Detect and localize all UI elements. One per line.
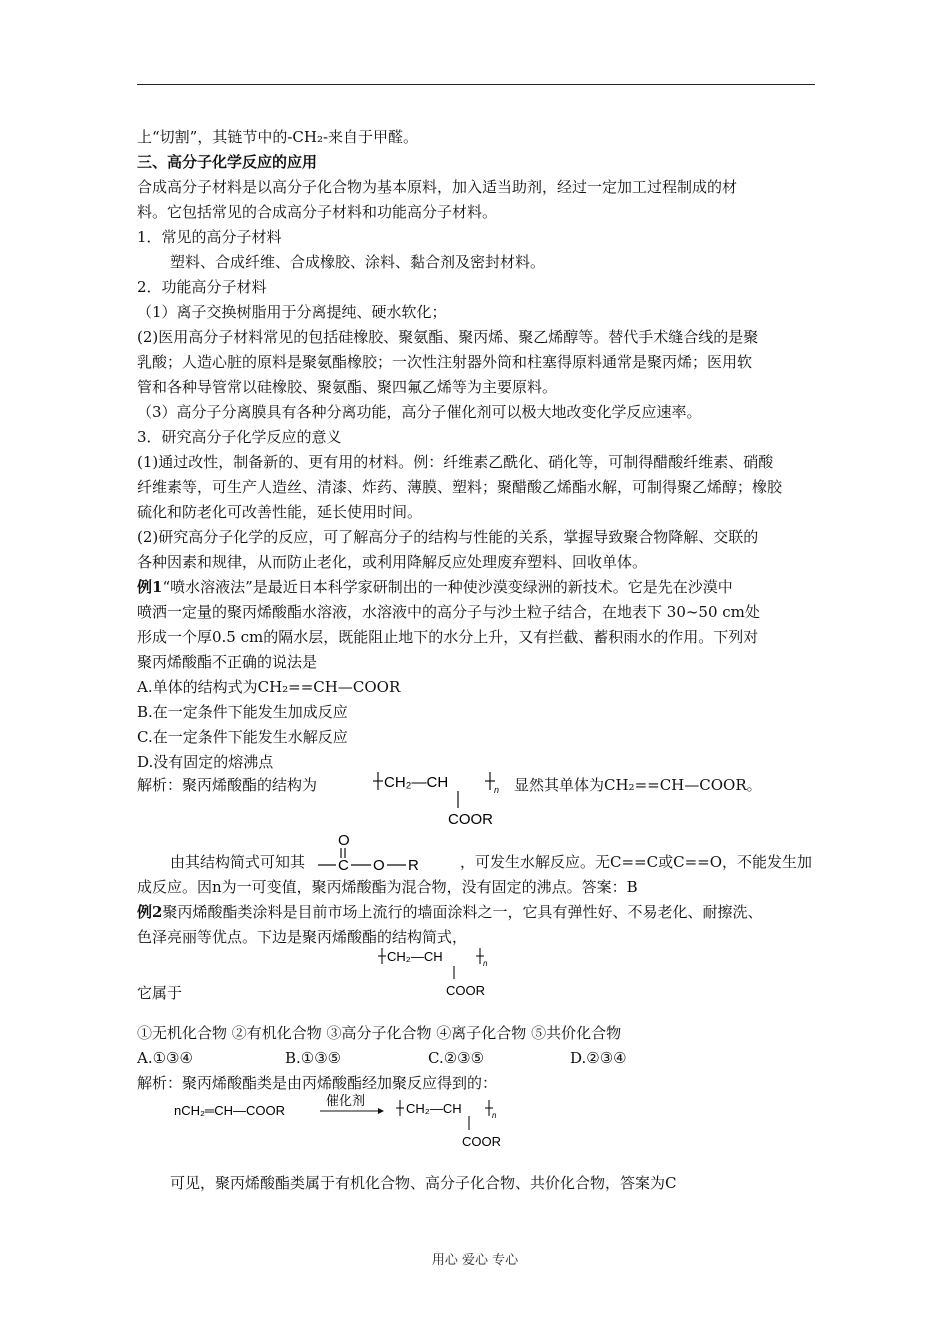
text-line: (1)通过改性，制备新的、更有用的材料。例：纤维素乙酰化、硝化等，可制得醋酸纤维素、硝酸 (137, 453, 774, 471)
option-2d: D.②③④ (570, 1049, 627, 1067)
text-line: (2)医用高分子材料常见的包括硅橡胶、聚氨酯、聚丙烯、聚乙烯醇等。替代手术缝合线的是聚 (137, 328, 759, 346)
subheading: 1．常见的高分子材料 (137, 228, 282, 246)
text-line: 形成一个厚0.5 cm的隔水层，既能阻止地下的水分上升，又有拦截、蓄积雨水的作用。下列对 (137, 628, 759, 646)
option-d: D.没有固定的熔沸点 (137, 753, 274, 771)
ester-oxygen-top: O (338, 832, 350, 849)
option-2c: C.②③⑤ (428, 1049, 485, 1067)
example-label: 例1 (137, 578, 163, 596)
text-line: 它属于 (137, 984, 183, 1002)
example-text: 聚丙烯酸酯类涂料是目前市场上流行的墙面涂料之一，它具有弹性好、不易老化、耐擦洗、 (162, 903, 763, 921)
section-heading: 三、高分子化学反应的应用 (137, 153, 318, 171)
option-b: B.在一定条件下能发生加成反应 (137, 703, 348, 721)
product-n: n (492, 1111, 497, 1120)
text-line: 聚丙烯酸酯不正确的说法是 (137, 653, 318, 671)
ester-oxygen: O (373, 857, 385, 872)
analysis-1-ester: 由其结构简式可知其 (170, 853, 306, 871)
analysis-1-monomer: 显然其单体为CH₂==CH—COOR。 (514, 776, 762, 794)
page-footer: 用心 爱心 专心 (431, 1253, 519, 1268)
ester-r-group: R (408, 857, 419, 872)
subheading: 3．研究高分子化学反应的意义 (137, 428, 342, 446)
formula-sub: COOR (446, 983, 485, 998)
analysis-1-answer: 成反应。因n为一可变值，聚丙烯酸酯为混合物，没有固定的沸点。答案：B (137, 878, 638, 896)
text-line: 纤维素等，可生产人造丝、清漆、炸药、薄膜、塑料；聚醋酸乙烯酯水解，可制得聚乙烯醇；橡胶 (137, 478, 783, 496)
product-sub: COOR (462, 1134, 501, 1149)
choice-list: ①无机化合物 ②有机化合物 ③高分子化合物 ④离子化合物 ⑤共价化合物 (137, 1024, 622, 1042)
product-main: CH₂—CH (406, 1101, 462, 1116)
formula-n: n (494, 785, 500, 795)
formula-main: CH₂—CH (384, 774, 449, 791)
example-text: “喷水溶液法”是最近日本科学家研制出的一种使沙漠变绿洲的新技术。它是先在沙漠中 (162, 578, 733, 596)
text-line: 管和各种导管常以硅橡胶、聚氨酯、聚四氟乙烯等为主要原料。 (137, 378, 558, 396)
example-1-intro (137, 577, 733, 597)
subheading: 2．功能高分子材料 (137, 278, 267, 296)
text-line: 色泽亮丽等优点。下边是聚丙烯酸酯的结构简式， (137, 928, 468, 946)
option-2b: B.①③⑤ (285, 1049, 342, 1067)
text-line: 塑料、合成纤维、合成橡胶、涂料、黏合剂及密封材料。 (170, 253, 546, 271)
example-2-intro (137, 902, 762, 922)
analysis-2-start: 解析：聚丙烯酸酯类是由丙烯酸酯经加聚反应得到的： (137, 1074, 498, 1092)
analysis-1-hydrolysis: ，可发生水解反应。无C==C或C==O，不能发生加 (460, 853, 813, 871)
text-line: （3）高分子分离膜具有各种分离功能，高分子催化剂可以极大地改变化学反应速率。 (137, 403, 702, 421)
polymerization-reaction (170, 1090, 530, 1152)
text-line: 乳酸；人造心脏的原料是聚氨酯橡胶；一次性注射器外筒和柱塞得原料通常是聚丙烯；医用软 (137, 353, 753, 371)
text-line: 上“切割”，其链节中的-CH₂-来自于甲醛。 (137, 128, 419, 146)
header-rule (137, 84, 815, 85)
text-line: 各种因素和规律，从而防止老化，或利用降解反应处理废弃塑料、回收单体。 (137, 553, 648, 571)
option-2a: A.①③④ (137, 1049, 193, 1067)
analysis-1-start: 解析：聚丙烯酸酯的结构为 (137, 776, 318, 794)
text-line: 合成高分子材料是以高分子化合物为基本原料，加入适当助剂，经过一定加工过程制成的材 (137, 178, 738, 196)
example-label: 例2 (137, 903, 163, 921)
reactant-monomer: nCH₂═CH—COOR (174, 1103, 286, 1118)
polymer-formula-2 (376, 945, 506, 1005)
ester-group-formula (318, 830, 458, 872)
ester-carbon: C (338, 857, 349, 872)
formula-n: n (483, 959, 488, 968)
text-line: 硫化和防老化可改善性能，延长使用时间。 (137, 503, 423, 521)
option-c: C.在一定条件下能发生水解反应 (137, 728, 348, 746)
catalyst-label: 催化剂 (326, 1093, 366, 1108)
text-line: （1）离子交换树脂用于分离提纯、硬水软化； (137, 303, 447, 321)
formula-main: CH₂—CH (387, 949, 443, 964)
text-line: 喷洒一定量的聚丙烯酸酯水溶液，水溶液中的高分子与沙土粒子结合，在地表下 30~50 cm处 (137, 603, 760, 621)
text-line: 料。它包括常见的合成高分子材料和功能高分子材料。 (137, 203, 498, 221)
text-line: (2)研究高分子化学的反应，可了解高分子的结构与性能的关系，掌握导致聚合物降解、交联的 (137, 528, 759, 546)
analysis-2-answer: 可见，聚丙烯酸酯类属于有机化合物、高分子化合物、共价化合物，答案为C (170, 1174, 677, 1192)
option-a: A.单体的结构式为CH₂==CH—COOR (137, 678, 401, 696)
formula-sub: COOR (448, 811, 493, 828)
polymer-formula-1 (370, 766, 520, 832)
